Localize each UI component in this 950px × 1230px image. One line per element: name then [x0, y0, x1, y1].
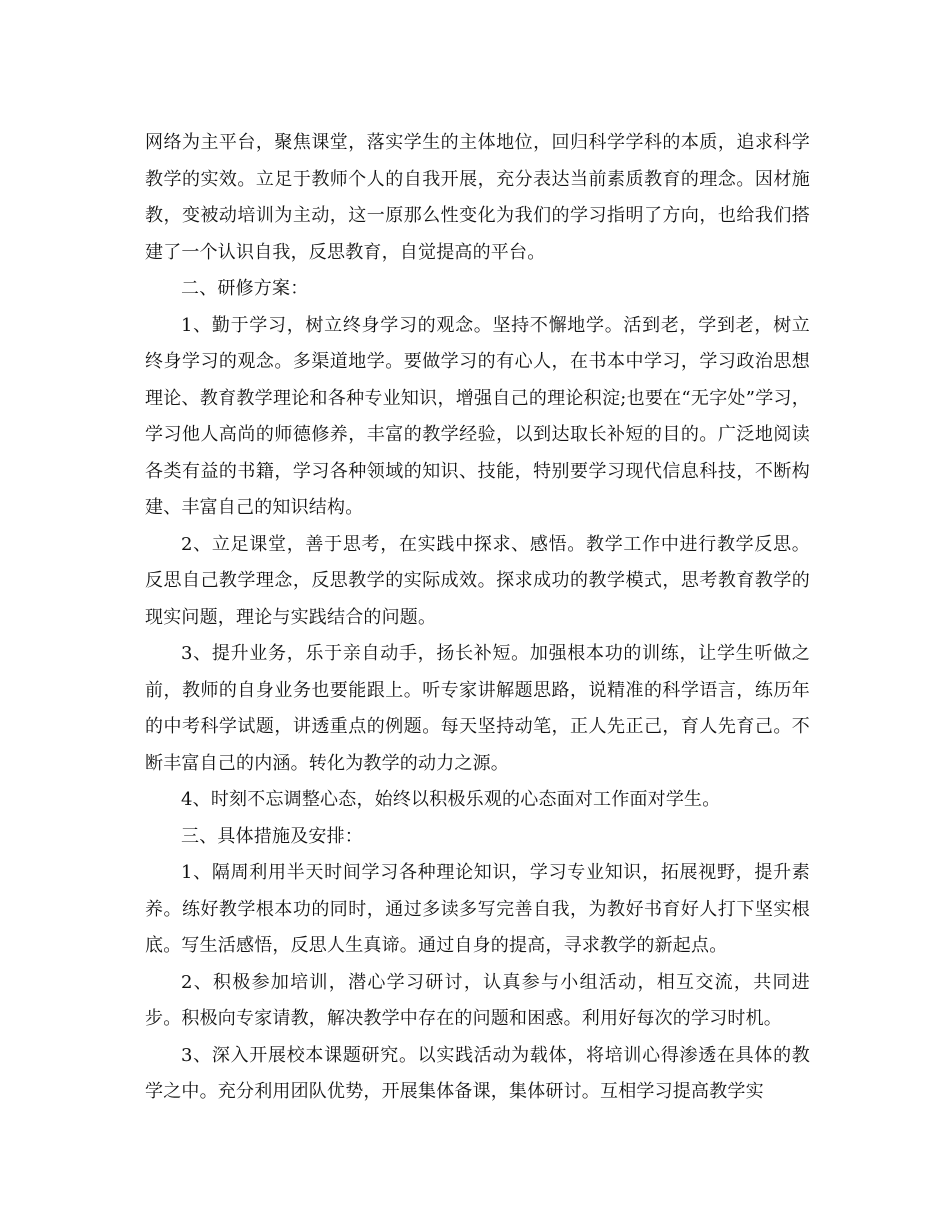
paragraph-measure-3: 3、深入开展校本课题研究。以实践活动为载体，将培训心得渗透在具体的教学之中。充分利用团队优势，开展集体备课，集体研讨。互相学习提高教学实 — [145, 1044, 810, 1102]
heading-measures: 三、具体措施及安排： — [181, 825, 363, 847]
paragraph-plan-4: 4、时刻不忘调整心态，始终以积极乐观的心态面对工作面对学生。 — [181, 789, 721, 810]
paragraph-measure-2: 2、积极参加培训，潜心学习研讨，认真参与小组活动，相互交流，共同进步。积极向专家请教，解决教学中存在的问题和困惑。利用好每次的学习时机。 — [145, 971, 810, 1029]
paragraph-intro: 网络为主平台，聚焦课堂，落实学生的主体地位，回归科学学科的本质，追求科学教学的实效。立足于教师个人的自我开展，充分表达当前素质教育的理念。因材施教，变被动培训为主动，这一原那么性变化为我们的学习指明了方向，也给我们搭建了一个认识自我，反思教育，自觉提高的平台。 — [145, 132, 810, 263]
document-body — [145, 125, 810, 1111]
paragraph-measure-1: 1、隔周利用半天时间学习各种理论知识，学习专业知识，拓展视野，提升素养。练好教学根本功的同时，通过多读多写完善自我，为教好书育好人打下坚实根底。写生活感悟，反思人生真谛。通过自身的提高，寻求教学的新起点。 — [145, 862, 810, 956]
paragraph-plan-3: 3、提升业务，乐于亲自动手，扬长补短。加强根本功的训练，让学生听做之前，教师的自身业务也要能跟上。听专家讲解题思路，说精准的科学语言，练历年的中考科学试题，讲透重点的例题。每天坚持动笔，正人先正己，育人先育己。不断丰富自己的内涵。转化为教学的动力之源。 — [145, 643, 810, 774]
paragraph-plan-2: 2、立足课堂，善于思考，在实践中探求、感悟。教学工作中进行教学反思。反思自己教学理念，反思教学的实际成效。探求成功的教学模式，思考教育教学的现实问题，理论与实践结合的问题。 — [145, 533, 810, 628]
paragraph-plan-1: 1、勤于学习，树立终身学习的观念。坚持不懈地学。活到老，学到老，树立终身学习的观念。多渠道地学。要做学习的有心人，在书本中学习，学习政治思想理论、教育教学理论和各种专业知识，增强自己的理论积淀;也要在“无字处”学习，学习他人高尚的师德修养，丰富的教学经验，以到达取长补短的目的。广泛地阅读各类有益的书籍，学习各种领域的知识、技能，特别要学习现代信息科技，不断构建、丰富自己的知识结构。 — [145, 314, 810, 518]
heading-research-plan: 二、研修方案： — [181, 278, 309, 299]
